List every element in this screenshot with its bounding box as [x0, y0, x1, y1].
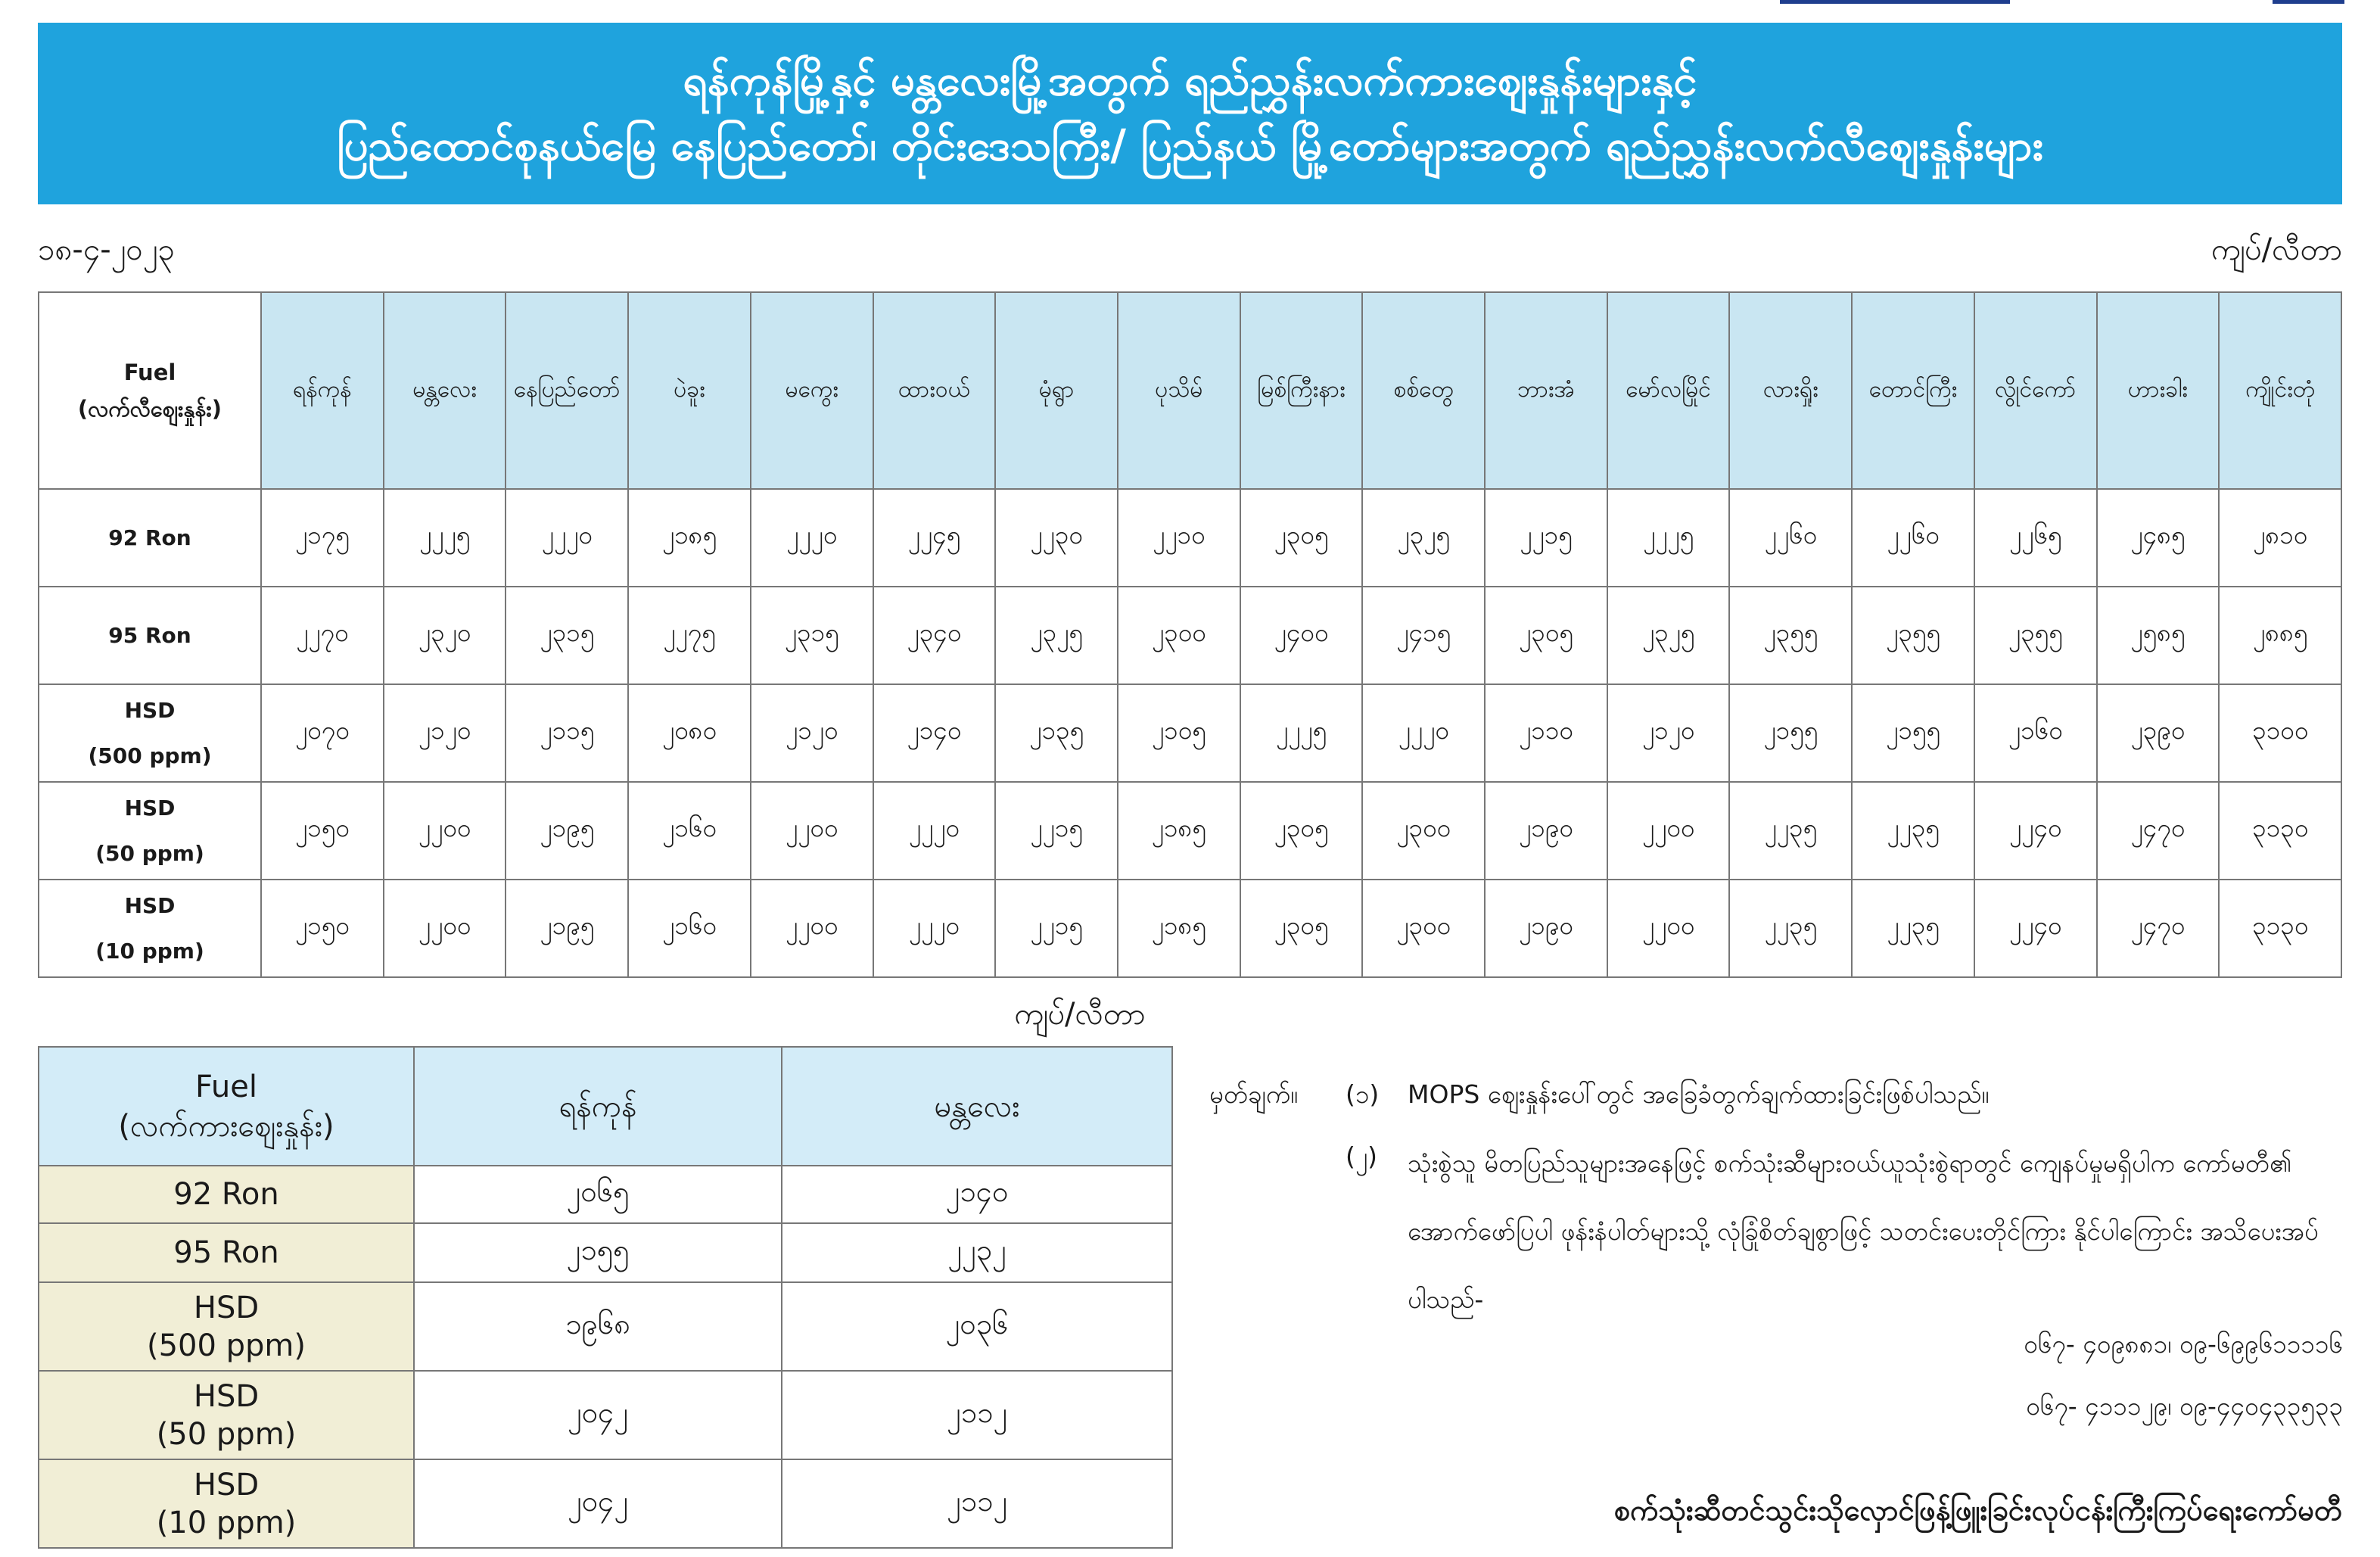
fuel-grade: (10 ppm) — [95, 938, 204, 964]
retail-price-cell: ၂၂၄၅ — [873, 489, 996, 587]
retail-price-cell: ၂၂၆၅ — [1974, 489, 2097, 587]
wholesale-row — [39, 1282, 1172, 1371]
retail-city-header: လားရှိုး — [1729, 292, 1852, 489]
retail-price-cell: ၂၄၈၅ — [2097, 489, 2220, 587]
price-date: ၁၈-၄-၂၀၂၃ — [38, 232, 176, 267]
retail-fuel-cell — [39, 489, 261, 587]
retail-header-row — [39, 292, 2341, 489]
retail-city-header: ပုသိမ် — [1118, 292, 1240, 489]
retail-city-header: မြစ်ကြီးနား — [1240, 292, 1363, 489]
retail-price-cell: ၂၁၁၅ — [506, 684, 628, 782]
wholesale-row — [39, 1223, 1172, 1282]
retail-price-cell: ၂၁၉၅ — [506, 880, 628, 977]
notes-label: မှတ်ချက်။ — [1209, 1079, 1299, 1109]
wholesale-price-mandalay: ၂၁၁၂ — [782, 1371, 1172, 1459]
wholesale-row — [39, 1166, 1172, 1223]
retail-price-cell: ၂၁၈၅ — [1118, 782, 1240, 880]
retail-fuel-header-subtitle: (လက်လီဈေးနှုန်း) — [77, 396, 222, 422]
wholesale-row — [39, 1371, 1172, 1459]
retail-city-header: ပဲခူး — [628, 292, 751, 489]
retail-row — [39, 489, 2341, 587]
retail-price-cell: ၂၃၀၀ — [1118, 587, 1240, 684]
fuel-type: 92 Ron — [108, 525, 191, 550]
retail-price-cell: ၂၁၅၅ — [1852, 684, 1974, 782]
retail-price-cell: ၂၁၆၀ — [1974, 684, 2097, 782]
retail-city-header: တောင်ကြီး — [1852, 292, 1974, 489]
retail-price-cell: ၂၂၁၅ — [995, 782, 1118, 880]
note-2-text: သုံးစွဲသူ မိတပြည်သူများအနေဖြင့် စက်သုံးဆီများဝယ်ယူသုံးစွဲရာတွင် ကျေနပ်မှုမရှိပါက ကော်မတီ၏ အောက်ဖော်ပြပါ ဖုန်းနံပါတ်များသို့ လုံခြုံစိတ်ချစွာဖြင့် သတင်းပေးတိုင်ကြား နိုင်ပါကြောင်း အသိပေးအပ်ပါသည်- — [1408, 1148, 2319, 1314]
retail-city-header: စစ်တွေ — [1362, 292, 1485, 489]
fuel-type: HSD — [193, 1290, 260, 1325]
retail-fuel-cell — [39, 684, 261, 782]
wholesale-price-mandalay: ၂၁၄၀ — [782, 1166, 1172, 1223]
retail-price-table — [38, 291, 2342, 978]
retail-price-cell: ၂၃၂၅ — [995, 587, 1118, 684]
retail-price-cell: ၂၁၈၅ — [1118, 880, 1240, 977]
retail-price-cell: ၂၄၇၀ — [2097, 880, 2220, 977]
retail-price-cell: ၂၀၇၀ — [261, 684, 384, 782]
retail-price-cell: ၂၁၆၀ — [628, 880, 751, 977]
fuel-grade: (50 ppm) — [156, 1416, 297, 1452]
retail-fuel-header — [39, 292, 261, 489]
retail-price-cell: ၂၁၄၀ — [873, 684, 996, 782]
wholesale-fuel-cell — [39, 1166, 414, 1223]
banner-title-line-1: ရန်ကုန်မြို့နှင့် မန္တလေးမြို့အတွက် ရည်ညွှန်းလက်ကားဈေးနှုန်းများနှင့် — [683, 56, 1697, 105]
retail-price-cell: ၂၅၈၅ — [2097, 587, 2220, 684]
retail-price-cell: ၂၁၀၅ — [1118, 684, 1240, 782]
fuel-type: 92 Ron — [173, 1177, 279, 1212]
wholesale-fuel-header-title: Fuel — [195, 1069, 257, 1104]
retail-city-header: နေပြည်တော် — [506, 292, 628, 489]
retail-price-cell: ၂၁၉၀ — [1485, 782, 1607, 880]
retail-price-cell: ၂၂၃၅ — [1729, 782, 1852, 880]
fuel-grade: (50 ppm) — [95, 840, 204, 866]
retail-price-cell: ၂၈၁၀ — [2219, 489, 2341, 587]
contact-phone-2: ၀၆၇- ၄၁၁၁၂၉၊ ၀၉-၄၄၀၄၃၃၅၃၃ — [2026, 1391, 2343, 1421]
retail-price-cell: ၂၂၆၀ — [1729, 489, 1852, 587]
retail-price-cell: ၂၃၀၅ — [1240, 880, 1363, 977]
fuel-type: HSD — [193, 1378, 260, 1414]
retail-price-cell: ၂၂၇၅ — [628, 587, 751, 684]
retail-price-cell: ၂၁၂၀ — [384, 684, 506, 782]
wholesale-price-yangon: ၂၀၆၅ — [414, 1166, 782, 1223]
issuing-committee: စက်သုံးဆီတင်သွင်းသိုလှောင်ဖြန့်ဖြူးခြင်းလုပ်ငန်းကြီးကြပ်ရေးကော်မတီ — [1613, 1493, 2342, 1527]
title-banner — [38, 23, 2342, 204]
retail-fuel-cell — [39, 782, 261, 880]
top-accent-bar — [1780, 0, 2010, 4]
wholesale-fuel-header-subtitle: (လက်ကားဈေးနှုန်း) — [118, 1108, 334, 1144]
contact-phone-1: ၀၆၇- ၄၀၉၈၈၁၊ ၀၉-၆၉၉၆၁၁၁၁၆ — [2024, 1329, 2343, 1359]
retail-price-cell: ၂၂၃၅ — [1852, 782, 1974, 880]
retail-price-cell: ၂၁၅၅ — [1729, 684, 1852, 782]
note-1-number: (၁) — [1346, 1079, 1380, 1109]
retail-fuel-cell — [39, 587, 261, 684]
retail-price-cell: ၂၂၀၀ — [1607, 880, 1730, 977]
wholesale-fuel-header — [39, 1047, 414, 1166]
note-1-text: MOPS ဈေးနှုန်းပေါ်တွင် အခြေခံတွက်ချက်ထားခြင်းဖြစ်ပါသည်။ — [1408, 1079, 1990, 1109]
retail-price-cell: ၂၃၀၅ — [1240, 489, 1363, 587]
retail-price-cell: ၂၁၁၀ — [1485, 684, 1607, 782]
retail-city-header: ရန်ကုန် — [261, 292, 384, 489]
retail-city-header: မော်လမြိုင် — [1607, 292, 1730, 489]
unit-label-retail: ကျပ်/လီတာ — [2210, 232, 2342, 267]
retail-price-cell: ၂၃၀၀ — [1362, 782, 1485, 880]
wholesale-price-mandalay: ၂၁၁၂ — [782, 1459, 1172, 1548]
retail-price-cell: ၂၂၁၅ — [1485, 489, 1607, 587]
retail-price-cell: ၂၂၄၀ — [1974, 782, 2097, 880]
wholesale-fuel-cell — [39, 1371, 414, 1459]
retail-city-header: ဘားအံ — [1485, 292, 1607, 489]
retail-price-cell: ၂၄၀၀ — [1240, 587, 1363, 684]
retail-price-cell: ၂၂၀၀ — [751, 782, 873, 880]
wholesale-price-yangon: ၂၀၄၂ — [414, 1459, 782, 1548]
retail-city-header: မန္တလေး — [384, 292, 506, 489]
retail-city-header: မုံရွာ — [995, 292, 1118, 489]
unit-label-wholesale: ကျပ်/လီတာ — [1014, 997, 1146, 1032]
wholesale-col-mandalay: မန္တလေး — [782, 1047, 1172, 1166]
retail-price-cell: ၂၄၁၅ — [1362, 587, 1485, 684]
retail-price-cell: ၂၂၃၀ — [995, 489, 1118, 587]
retail-price-cell: ၂၁၂၀ — [751, 684, 873, 782]
retail-row — [39, 587, 2341, 684]
wholesale-price-mandalay: ၂၀၃၆ — [782, 1282, 1172, 1371]
retail-price-cell: ၂၃၀၅ — [1240, 782, 1363, 880]
retail-price-cell: ၂၁၅၀ — [261, 880, 384, 977]
retail-city-header: မကွေး — [751, 292, 873, 489]
fuel-type: HSD — [124, 795, 176, 821]
retail-price-cell: ၂၁၇၅ — [261, 489, 384, 587]
retail-price-cell: ၃၁၀၀ — [2219, 684, 2341, 782]
retail-table-body — [39, 489, 2341, 977]
fuel-grade: (500 ppm) — [88, 743, 212, 768]
retail-price-cell: ၂၃၂၀ — [384, 587, 506, 684]
retail-price-cell: ၂၂၀၀ — [384, 880, 506, 977]
retail-price-cell: ၂၃၀၅ — [1485, 587, 1607, 684]
retail-price-cell: ၃၁၃၀ — [2219, 782, 2341, 880]
retail-fuel-cell — [39, 880, 261, 977]
retail-price-cell: ၂၂၄၀ — [1974, 880, 2097, 977]
retail-price-cell: ၂၂၂၀ — [751, 489, 873, 587]
retail-price-cell: ၂၃၄၀ — [873, 587, 996, 684]
retail-price-cell: ၂၂၀၀ — [751, 880, 873, 977]
retail-price-cell: ၂၁၅၀ — [261, 782, 384, 880]
retail-price-cell: ၂၂၂၀ — [873, 782, 996, 880]
retail-price-cell: ၂၂၁၅ — [995, 880, 1118, 977]
retail-price-cell: ၂၃၂၅ — [1362, 489, 1485, 587]
top-accent-bar-right — [2273, 0, 2344, 4]
retail-price-cell: ၂၂၂၀ — [1362, 684, 1485, 782]
retail-price-cell: ၂၀၈၀ — [628, 684, 751, 782]
retail-city-header: ဟားခါး — [2097, 292, 2220, 489]
retail-price-cell: ၂၄၇၀ — [2097, 782, 2220, 880]
wholesale-header-row — [39, 1047, 1172, 1166]
retail-row — [39, 880, 2341, 977]
retail-price-cell: ၂၁၆၀ — [628, 782, 751, 880]
retail-city-header: ကျိုင်းတုံ — [2219, 292, 2341, 489]
retail-price-cell: ၂၂၂၅ — [1240, 684, 1363, 782]
retail-city-header: ထားဝယ် — [873, 292, 996, 489]
retail-price-cell: ၂၁၂၀ — [1607, 684, 1730, 782]
retail-row — [39, 684, 2341, 782]
retail-price-cell: ၂၃၅၅ — [1852, 587, 1974, 684]
retail-price-cell: ၂၃၅၅ — [1729, 587, 1852, 684]
fuel-type: 95 Ron — [108, 622, 191, 648]
banner-title-line-2: ပြည်ထောင်စုနယ်မြေ နေပြည်တော်၊ တိုင်းဒေသကြီး/ ပြည်နယ် မြို့တော်များအတွက် ရည်ညွှန်းလက်လီဈေးနှုန်းများ — [337, 121, 2043, 170]
fuel-type: HSD — [193, 1467, 260, 1503]
wholesale-price-yangon: ၂၁၅၅ — [414, 1223, 782, 1282]
retail-price-cell: ၂၂၀၀ — [384, 782, 506, 880]
wholesale-price-table — [38, 1046, 1173, 1549]
retail-price-cell: ၂၂၀၀ — [1607, 782, 1730, 880]
retail-price-cell: ၂၂၂၀ — [506, 489, 628, 587]
retail-price-cell: ၂၃၅၅ — [1974, 587, 2097, 684]
fuel-type: HSD — [124, 697, 176, 723]
wholesale-price-yangon: ၂၀၄၂ — [414, 1371, 782, 1459]
retail-price-cell: ၂၂၃၅ — [1852, 880, 1974, 977]
retail-row — [39, 782, 2341, 880]
wholesale-fuel-cell — [39, 1282, 414, 1371]
retail-price-cell: ၂၃၀၀ — [1362, 880, 1485, 977]
retail-price-cell: ၂၃၁၅ — [751, 587, 873, 684]
retail-price-cell: ၂၈၈၅ — [2219, 587, 2341, 684]
retail-price-cell: ၂၁၃၅ — [995, 684, 1118, 782]
retail-price-cell: ၂၂၁၀ — [1118, 489, 1240, 587]
wholesale-fuel-cell — [39, 1459, 414, 1548]
wholesale-fuel-cell — [39, 1223, 414, 1282]
retail-price-cell: ၂၁၉၅ — [506, 782, 628, 880]
note-2-number: (၂) — [1346, 1141, 1377, 1171]
retail-price-cell: ၂၁၈၅ — [628, 489, 751, 587]
wholesale-col-yangon: ရန်ကုန် — [414, 1047, 782, 1166]
wholesale-price-mandalay: ၂၂၃၂ — [782, 1223, 1172, 1282]
retail-price-cell: ၂၃၂၅ — [1607, 587, 1730, 684]
retail-price-cell: ၂၂၂၀ — [873, 880, 996, 977]
retail-price-cell: ၂၁၉၀ — [1485, 880, 1607, 977]
retail-price-cell: ၂၂၂၅ — [384, 489, 506, 587]
retail-price-cell: ၂၃၉၀ — [2097, 684, 2220, 782]
retail-fuel-header-title: Fuel — [123, 360, 176, 385]
fuel-type: HSD — [124, 892, 176, 918]
wholesale-row — [39, 1459, 1172, 1548]
retail-price-cell: ၂၂၇၀ — [261, 587, 384, 684]
wholesale-table-body — [39, 1166, 1172, 1548]
fuel-type: 95 Ron — [173, 1235, 279, 1270]
fuel-grade: (500 ppm) — [146, 1328, 306, 1363]
retail-price-cell: ၂၂၆၀ — [1852, 489, 1974, 587]
wholesale-price-yangon: ၁၉၆၈ — [414, 1282, 782, 1371]
retail-price-cell: ၂၂၃၅ — [1729, 880, 1852, 977]
retail-city-header: လွိုင်ကော် — [1974, 292, 2097, 489]
fuel-grade: (10 ppm) — [156, 1505, 297, 1540]
retail-price-cell: ၂၃၁၅ — [506, 587, 628, 684]
retail-price-cell: ၂၂၂၅ — [1607, 489, 1730, 587]
retail-price-cell: ၃၁၃၀ — [2219, 880, 2341, 977]
